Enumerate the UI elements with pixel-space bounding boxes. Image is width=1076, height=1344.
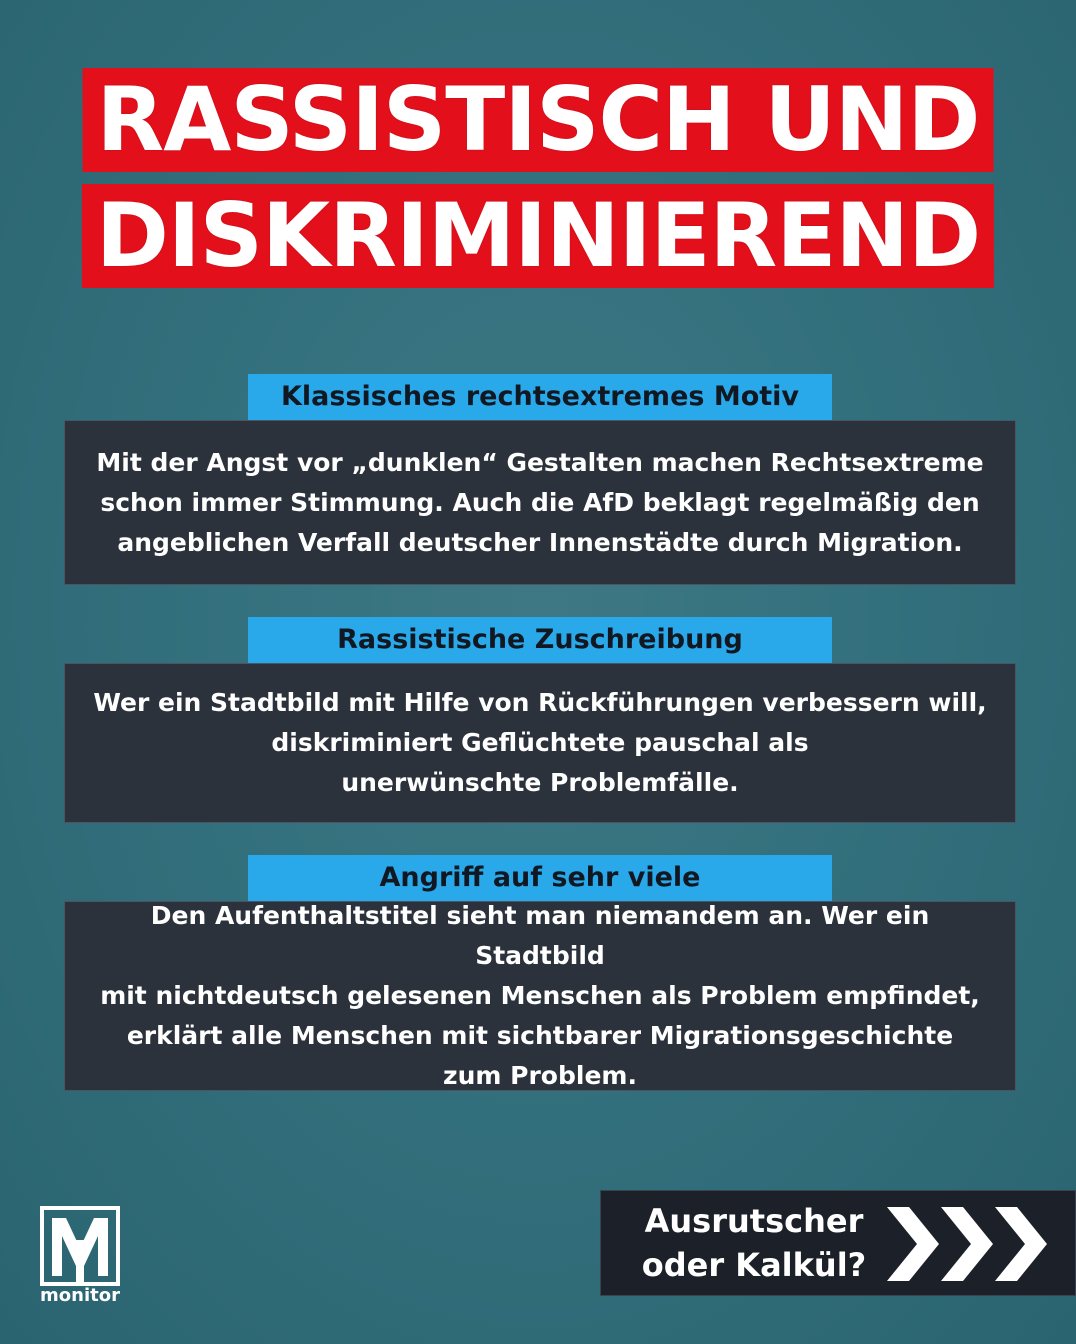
section-text-attribution <box>64 663 1016 823</box>
triple-chevron-right-icon <box>883 1201 1053 1287</box>
teaser-line-1: Ausrutscher <box>644 1202 864 1240</box>
section-text-line: Mit der Angst vor „dunklen“ Gestalten machen Rechtsextreme <box>96 447 984 477</box>
headline-line-2: DISKRIMINIEREND <box>82 184 994 288</box>
next-slide-teaser[interactable] <box>600 1190 1076 1296</box>
teaser-text <box>629 1199 879 1287</box>
section-text-line: angeblichen Verfall deutscher Innenstädte durch Migration. <box>117 527 963 557</box>
section-text-line: Wer ein Stadtbild mit Hilfe von Rückführungen verbessern will, <box>93 688 987 717</box>
section-text-line: erklärt alle Menschen mit sichtbarer Migrationsgeschichte <box>126 1021 954 1050</box>
section-label-motive: Klassisches rechtsextremes Motiv <box>248 374 832 420</box>
section-label-attack: Angriff auf sehr viele <box>248 855 832 901</box>
section-text-line: zum Problem. <box>443 1061 637 1090</box>
headline-line-1: RASSISTISCH UND <box>83 68 994 172</box>
section-text-line: diskriminiert Geflüchtete pauschal als <box>271 728 809 757</box>
logo-wordmark: monitor <box>40 1285 120 1306</box>
section-text-line: mit nichtdeutsch gelesenen Menschen als Problem empfindet, <box>100 981 980 1010</box>
section-label-attribution: Rassistische Zuschreibung <box>248 617 832 663</box>
section-text-motive <box>64 420 1016 585</box>
teaser-line-2: oder Kalkül? <box>641 1246 867 1284</box>
section-text-line: unerwünschte Problemfälle. <box>341 768 739 797</box>
section-text-attack <box>64 901 1016 1091</box>
section-text-line: Den Aufenthaltstitel sieht man niemandem an. Wer ein Stadtbild <box>150 901 930 970</box>
section-text-line: schon immer Stimmung. Auch die AfD beklagt regelmäßig den <box>100 487 980 517</box>
